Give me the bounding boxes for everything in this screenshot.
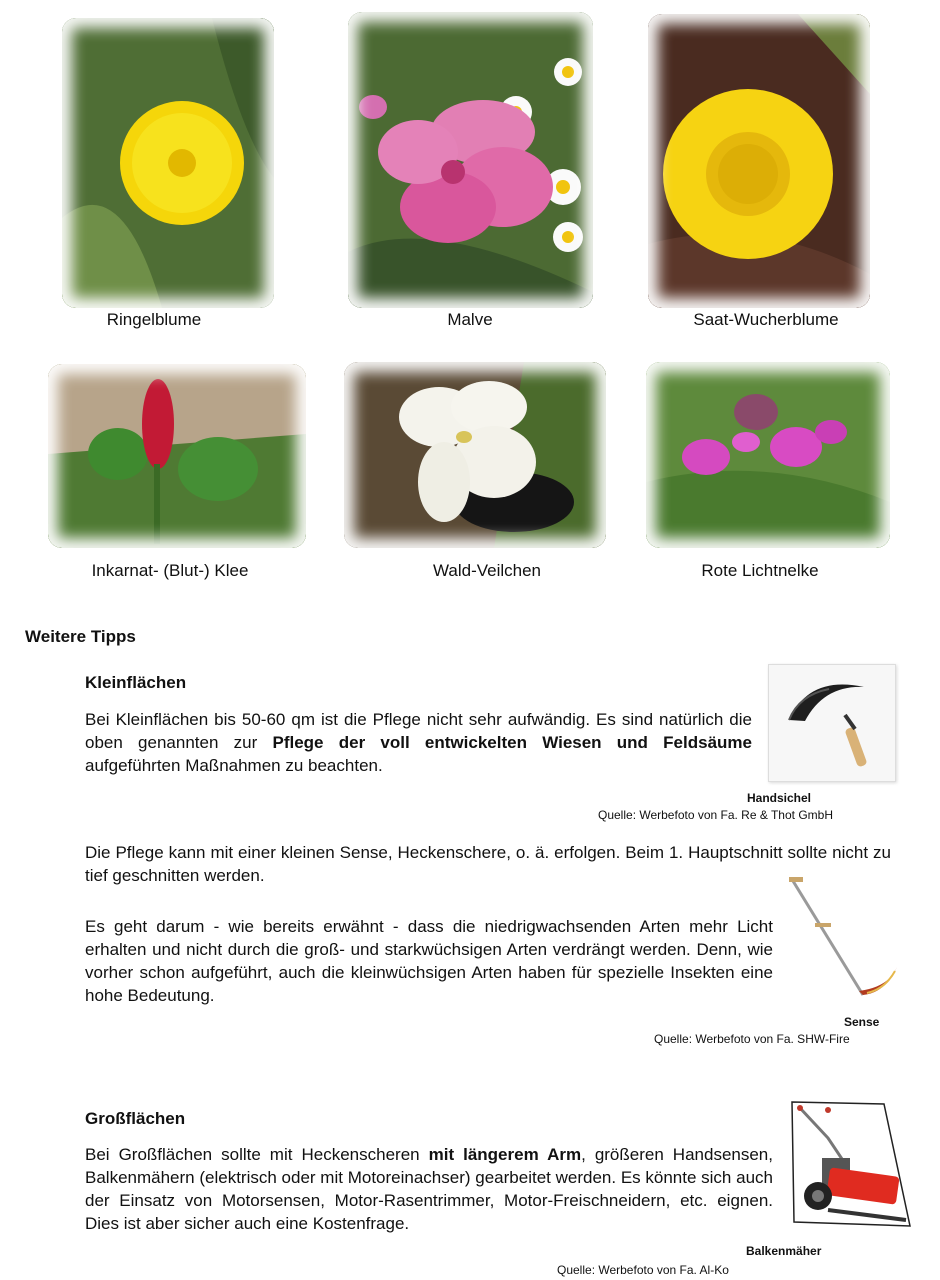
grossflaechen-paragraph: Bei Großflächen sollte mit Heckenscheren mit längerem Arm, größeren Handsensen, Balkenmähern (elektrisch oder mit Motoreinachser) gearbeitet werden. Es könnte sich auch der Einsatz von Motorsensen, Motor-Rasentrimmer, Motor-Freischneidern, etc. eignen. Dies ist aber sicher auch eine Kostenfrage. [85,1145,773,1233]
tool-label: Balkenmäher [746,1244,822,1258]
kleinflaechen-paragraph-1: Bei Kleinflächen bis 50-60 qm ist die Pflege nicht sehr aufwändig. Es sind natürlich die oben genannten zur Pflege der voll entwickelten Wiesen und Feldsäume aufgeführten Maßnahmen zu beachten. [85,710,752,775]
sense-image [785,875,905,1005]
flower-caption: Rote Lichtnelke [701,561,819,580]
tool-label: Sense [844,1015,880,1029]
grossflaechen-heading: Großflächen [85,1109,186,1128]
kleinflaechen-paragraph-3: Es geht darum - wie bereits erwähnt - dass die niedrigwachsenden Arten mehr Licht erhalten und nicht durch die groß- und starkwüchsigen Arten verdrängt werden. Denn, wie vorher schon aufgeführt, auch die kleinwüchsigen Arten haben für spezielle Insekten eine hohe Bedeutung. [85,917,773,1005]
rote-lichtnelke-photo [646,362,890,548]
flower-caption: Saat-Wucherblume [693,310,839,329]
wald-veilchen-photo [344,362,606,548]
flower-caption: Inkarnat- (Blut-) Klee [91,561,249,580]
kleinflaechen-heading: Kleinflächen [85,673,187,692]
tool-label: Handsichel [747,791,812,805]
ringelblume-photo [62,18,274,308]
flower-caption: Malve [447,310,493,329]
tool-source: Quelle: Werbefoto von Fa. Al-Ko [557,1263,729,1277]
malve-photo [348,12,593,308]
kleinflaechen-paragraph-2: Die Pflege kann mit einer kleinen Sense, Heckenschere, o. ä. erfolgen. Beim 1. Hauptschnitt sollte nicht zu tief geschnitten werden. [85,843,891,885]
inkarnat-klee-photo [48,364,306,548]
section-title: Weitere Tipps [25,627,136,646]
flower-caption: Ringelblume [106,310,202,329]
tool-source: Quelle: Werbefoto von Fa. SHW-Fire [654,1032,850,1046]
flower-caption: Wald-Veilchen [432,561,542,580]
saat-wucherblume-photo [648,14,870,308]
balkenmaeher-image [788,1098,912,1230]
tool-source: Quelle: Werbefoto von Fa. Re & Thot GmbH [598,808,833,822]
handsichel-image [768,664,896,782]
